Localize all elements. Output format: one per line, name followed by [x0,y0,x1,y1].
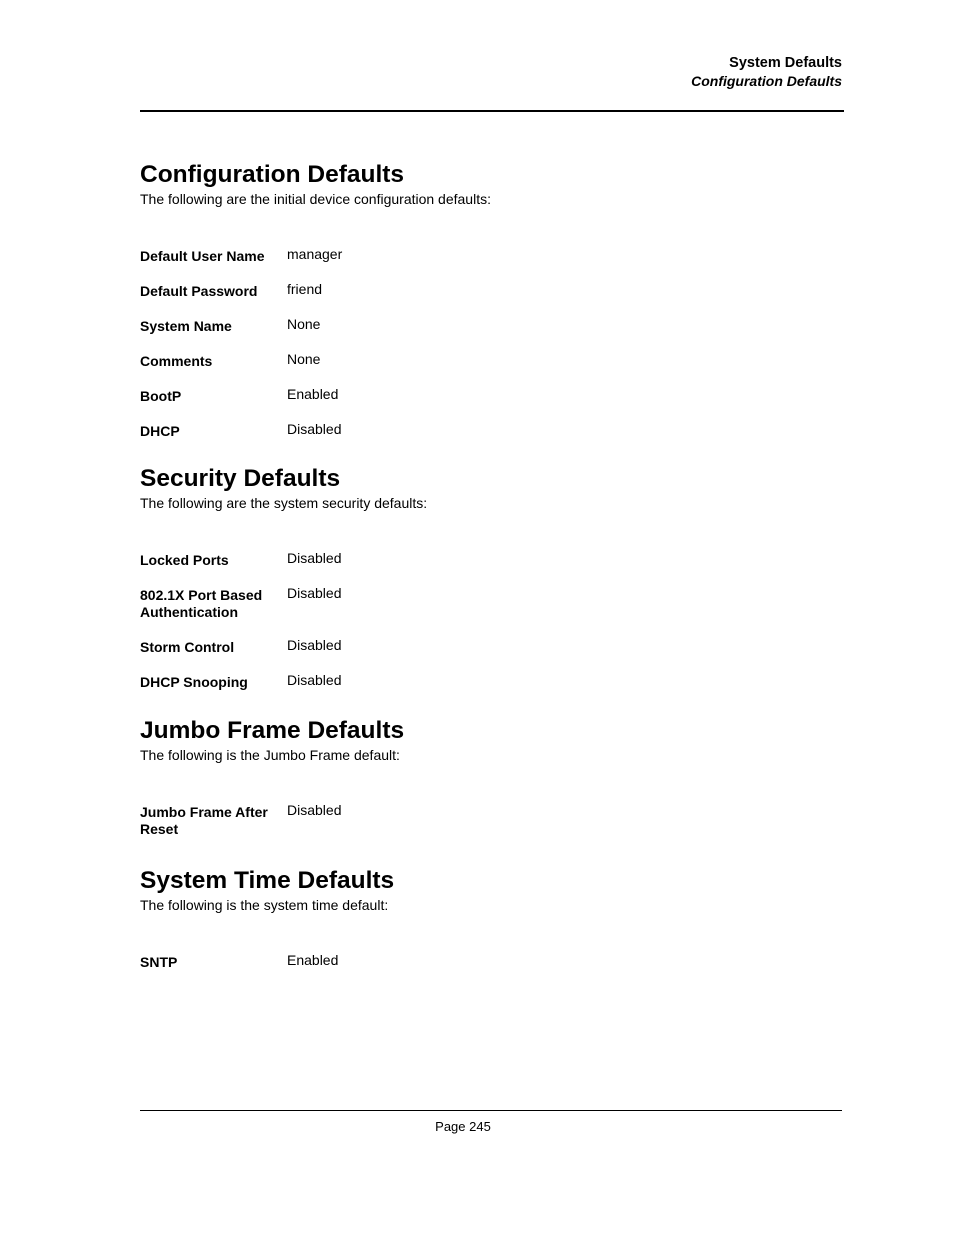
row-value: friend [287,281,323,297]
row-value: Disabled [287,421,342,437]
table-row [140,421,840,440]
section-system-time-defaults [140,866,840,971]
table-row [140,550,840,569]
defaults-table [140,952,840,971]
row-label: BootP [140,388,182,404]
section-intro: The following are the system security defaults: [140,495,428,511]
row-label: DHCP [140,423,180,439]
section-jumbo-frame-defaults [140,716,840,838]
defaults-table [140,246,840,440]
table-row [140,637,840,656]
table-row [140,952,840,971]
header-divider [140,110,844,112]
row-value: None [287,316,321,332]
table-row [140,246,840,265]
row-value: None [287,351,321,367]
section-configuration-defaults [140,160,840,440]
row-value: Disabled [287,550,342,566]
table-row [140,351,840,370]
header-subtitle: Configuration Defaults [691,73,842,89]
row-value: Disabled [287,802,342,818]
header-title: System Defaults [729,55,842,71]
section-intro: The following are the initial device configuration defaults: [140,191,491,207]
table-row [140,386,840,405]
row-value: manager [287,246,343,262]
table-row [140,672,840,691]
row-value: Enabled [287,386,339,402]
section-intro: The following is the system time default: [140,897,389,913]
page-number: Page 245 [435,1119,491,1134]
defaults-table [140,550,840,691]
footer-divider [140,1110,842,1111]
row-value: Disabled [287,672,342,688]
table-row [140,281,840,300]
row-label: DHCP Snooping [140,674,248,690]
row-value: Enabled [287,952,339,968]
row-label: Storm Control [140,639,235,655]
section-heading: Security Defaults [140,465,341,492]
table-row [140,585,840,621]
defaults-table [140,802,840,838]
row-label: Default User Name [140,248,265,264]
row-value: Disabled [287,585,342,601]
table-row [140,802,840,838]
row-value: Disabled [287,637,342,653]
row-label: System Name [140,318,232,334]
row-label: Locked Ports [140,552,229,568]
row-label: SNTP [140,954,178,970]
row-label: 802.1X Port Based Authentication [140,587,263,620]
row-label: Default Password [140,283,258,299]
section-heading: System Time Defaults [140,867,395,894]
section-heading: Configuration Defaults [140,161,405,188]
table-row [140,316,840,335]
section-heading: Jumbo Frame Defaults [140,717,405,744]
running-header [691,54,842,90]
section-security-defaults [140,464,840,691]
section-intro: The following is the Jumbo Frame default: [140,747,400,763]
row-label: Comments [140,353,213,369]
row-label: Jumbo Frame After Reset [140,804,268,837]
